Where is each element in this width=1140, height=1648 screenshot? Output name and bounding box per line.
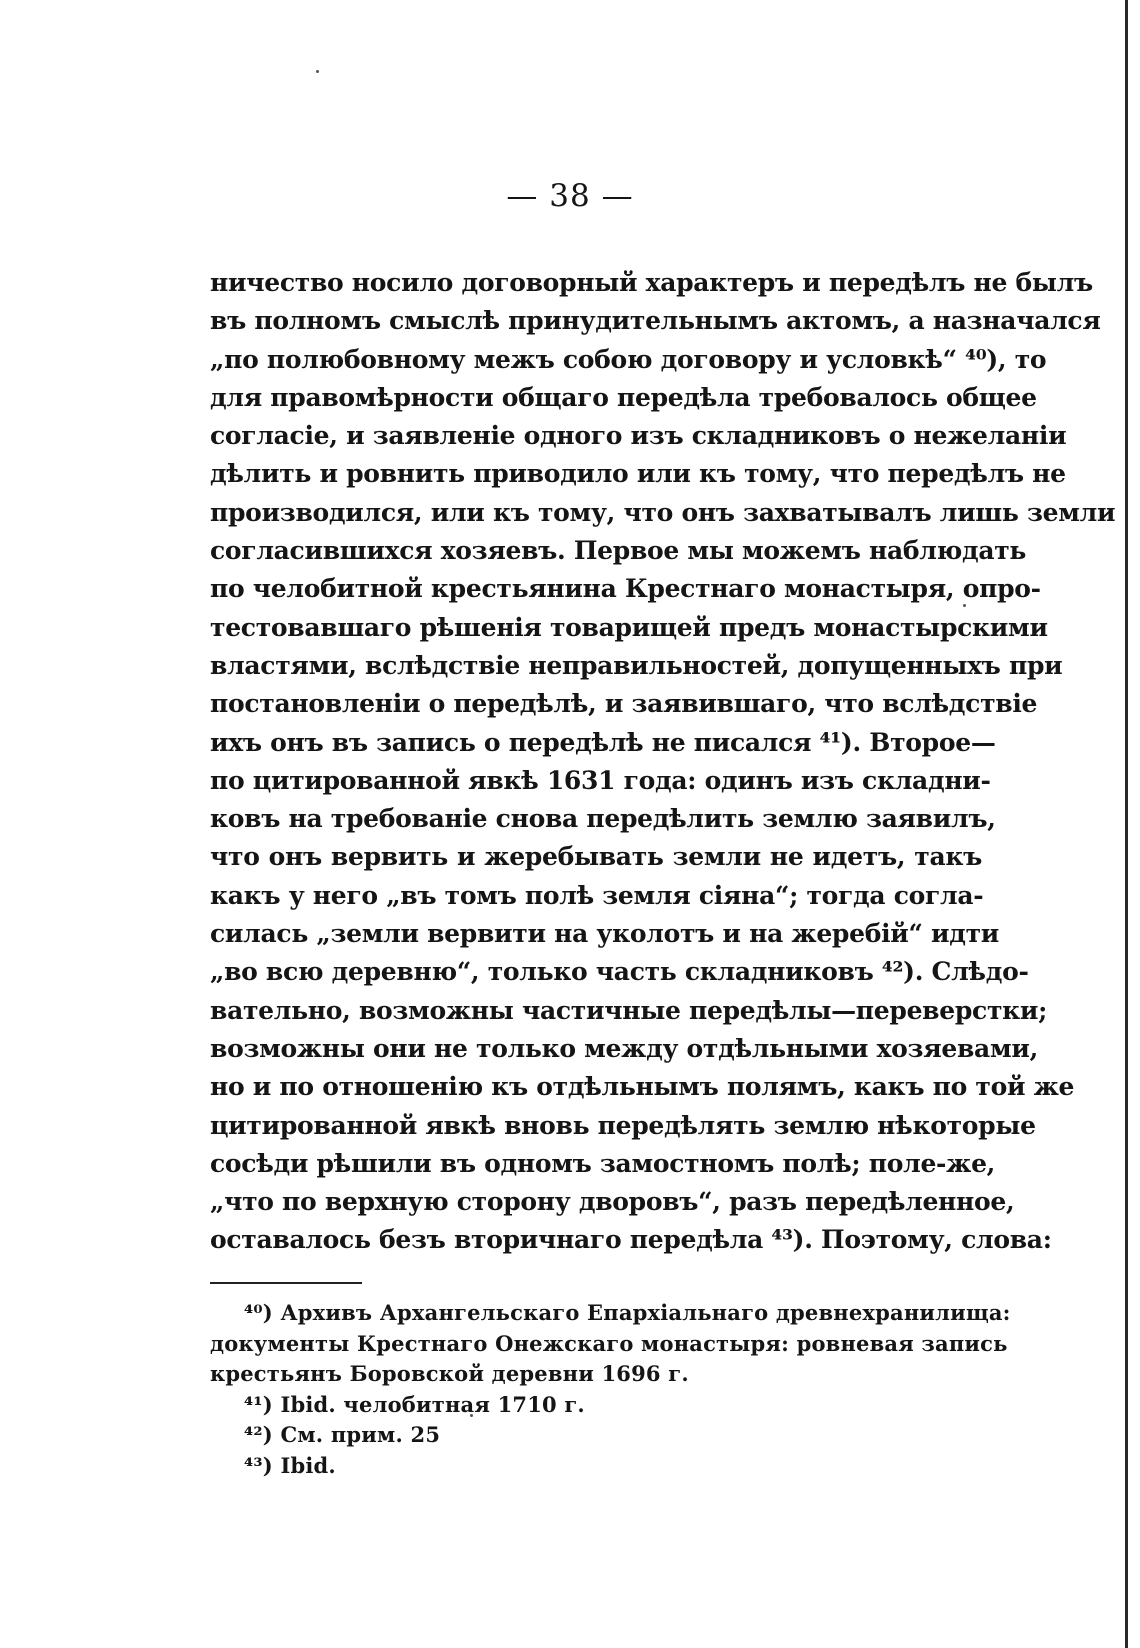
scan-speck	[316, 70, 319, 73]
text-line: производился, или къ тому, что онъ захватывалъ лишь земли	[210, 497, 1116, 527]
footnote-43: ⁴³) Ibid.	[244, 1452, 336, 1478]
text-line: но и по отношенію къ отдѣльнымъ полямъ, какъ по той же	[210, 1072, 1075, 1102]
page-edge	[1125, 0, 1128, 1648]
footnote-42: ⁴²) См. прим. 25	[244, 1422, 441, 1447]
text-line: что онъ вервить и жеребывать земли не идетъ, такъ	[210, 842, 982, 872]
text-line: „во всю деревню“, только часть складниковъ ⁴²). Слѣдо-	[210, 957, 1029, 987]
footnote-divider	[210, 1282, 362, 1284]
text-line: силась „земли вервити на уколотъ и на жеребій“ идти	[210, 919, 1000, 949]
footnote-40-line: документы Крестнаго Онежскаго монастыря: ровневая запись	[210, 1330, 1008, 1356]
text-line: согласіе, и заявленіе одного изъ складниковъ о нежеланіи	[210, 421, 1067, 451]
text-line: „что по верхную сторону дворовъ“, разъ передѣленное,	[210, 1187, 1015, 1217]
text-line: ихъ онъ въ запись о передѣлѣ не писался ⁴¹). Второе—	[210, 727, 996, 757]
text-line: согласившихся хозяевъ. Первое мы можемъ наблюдать	[210, 536, 1027, 566]
text-line: вательно, возможны частичные передѣлы—переверстки;	[210, 995, 1048, 1025]
text-line: въ полномъ смыслѣ принудительнымъ актомъ, а назначался	[210, 306, 1101, 336]
text-line: оставалось безъ вторичнаго передѣла ⁴³). Поэтому, слова:	[210, 1225, 1052, 1255]
footnote-41: ⁴¹) Ibid. челобитная 1710 г.	[244, 1391, 585, 1417]
text-line: возможны они не только между отдѣльными хозяевами,	[210, 1033, 1039, 1063]
text-line: постановленіи о передѣлѣ, и заявившаго, что вслѣдствіе	[210, 689, 1038, 719]
footnote-40-line: крестьянъ Боровской деревни 1696 г.	[210, 1361, 689, 1386]
text-line: тестовавшаго рѣшенія товарищей предъ монастырскими	[210, 612, 1048, 642]
text-line: для правомѣрности общаго передѣла требовалось общее	[210, 382, 1037, 412]
page-number: — 38 —	[506, 178, 634, 214]
main-text	[210, 264, 1116, 1260]
text-line: сосѣди рѣшили въ одномъ замостномъ полѣ; поле-же,	[210, 1148, 996, 1178]
text-line: дѣлить и ровнить приводило или къ тому, что передѣлъ не	[210, 459, 1066, 489]
text-line: „по полюбовному межъ собою договору и условкѣ“ ⁴⁰), то	[210, 344, 1047, 374]
footnote-40-line: ⁴⁰) Архивъ Архангельскаго Епархіальнаго древнехранилища:	[244, 1300, 1011, 1325]
text-line: по цитированной явкѣ 1631 года: одинъ изъ складни-	[210, 765, 991, 795]
text-line: властями, вслѣдствіе неправильностей, допущенныхъ при	[210, 650, 1063, 680]
footnotes	[210, 1298, 1011, 1481]
text-line: ковъ на требованіе снова передѣлить землю заявилъ,	[210, 804, 996, 834]
text-line: цитированной явкѣ вновь передѣлять землю нѣкоторые	[210, 1110, 1036, 1140]
text-line: ничество носило договорный характеръ и передѣлъ не былъ	[210, 268, 1093, 297]
text-line: по челобитной крестьянина Крестнаго монастыря, опро-	[210, 574, 1041, 604]
text-line: какъ у него „въ томъ полѣ земля сіяна“; тогда согла-	[210, 880, 984, 910]
